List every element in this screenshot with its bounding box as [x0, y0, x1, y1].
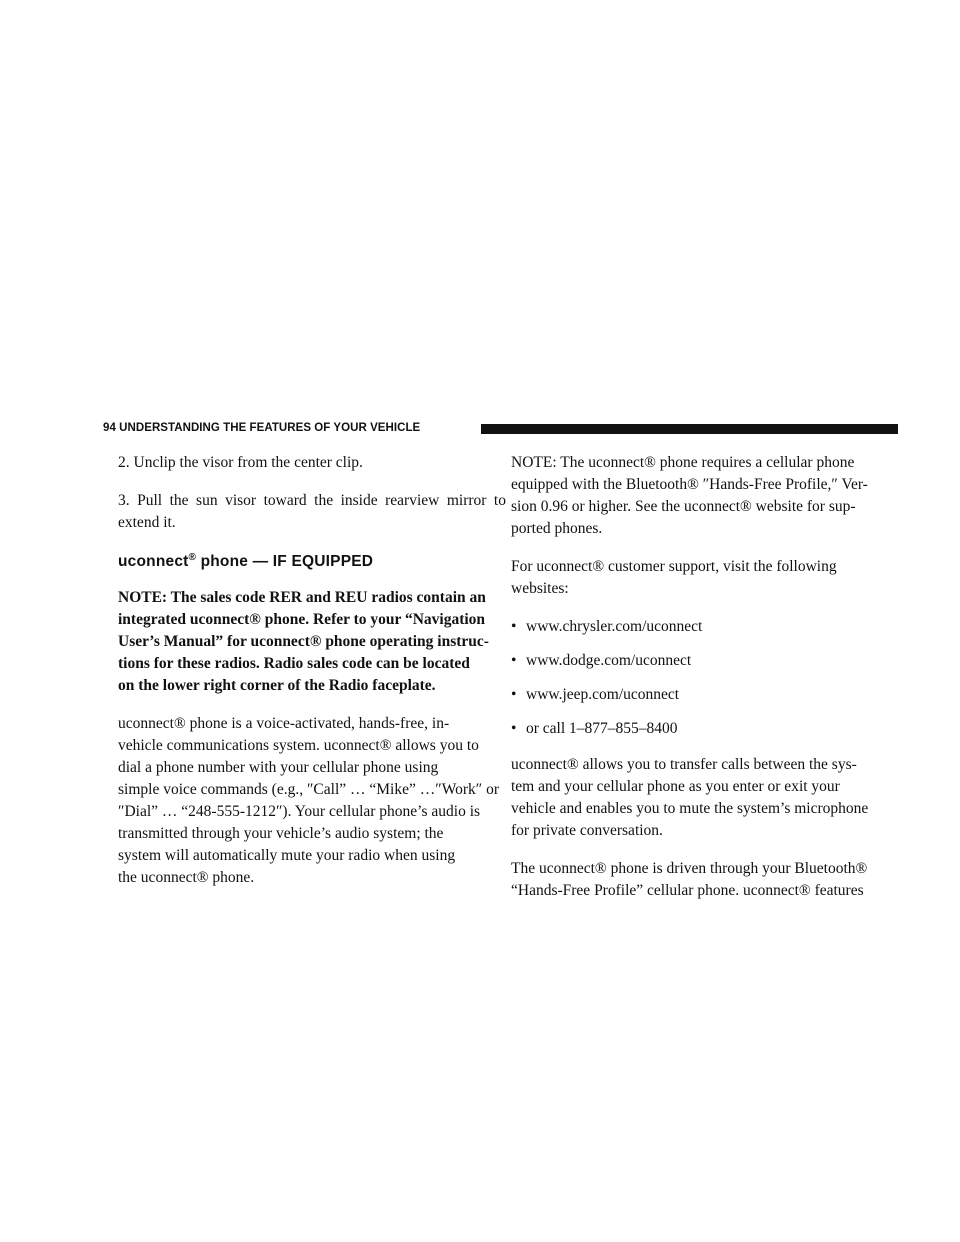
registered-mark: ® — [188, 551, 197, 563]
list-item-text: www.jeep.com/uconnect — [526, 686, 680, 703]
note-line: equipped with the Bluetooth® ″Hands-Free Profile,″ Ver- — [511, 476, 868, 493]
heading-rest: phone — IF EQUIPPED — [200, 553, 374, 570]
bullet-icon: • — [511, 618, 517, 635]
list-item — [511, 718, 899, 740]
intro-line: vehicle communications system. uconnect® allows you to — [118, 737, 479, 754]
page-header — [103, 421, 898, 439]
transfer-paragraph — [511, 754, 899, 842]
intro-line: transmitted through your vehicle’s audio system; the — [118, 825, 444, 842]
transfer-line: for private conversation. — [511, 822, 663, 839]
note-line: sion 0.96 or higher. See the uconnect® website for sup- — [511, 498, 856, 515]
header-text — [103, 422, 420, 434]
driven-line: The uconnect® phone is driven through your Bluetooth® — [511, 860, 868, 877]
intro-line: simple voice commands (e.g., ″Call” … “Mike” …″Work″ or — [118, 781, 499, 798]
transfer-line: vehicle and enables you to mute the system’s microphone — [511, 800, 869, 817]
list-item-text: www.dodge.com/uconnect — [526, 652, 692, 669]
section-heading — [118, 551, 506, 573]
bluetooth-note — [511, 452, 899, 540]
support-line: websites: — [511, 580, 569, 597]
note-paragraph — [118, 587, 506, 697]
step-2: 2. Unclip the visor from the center clip. — [118, 454, 363, 471]
support-list — [511, 616, 899, 740]
right-column — [511, 452, 899, 918]
intro-line: system will automatically mute your radio when using — [118, 847, 456, 864]
list-item[interactable] — [511, 650, 899, 672]
list-item[interactable] — [511, 684, 899, 706]
left-column — [118, 452, 506, 905]
note-line: tions for these radios. Radio sales code can be located — [118, 655, 470, 672]
list-item-text: www.chrysler.com/uconnect — [526, 618, 703, 635]
section-title: UNDERSTANDING THE FEATURES OF YOUR VEHICLE — [119, 422, 421, 434]
support-paragraph — [511, 556, 899, 600]
step-3: 3. Pull the sun visor toward the inside rearview mirror to extend it. — [118, 492, 506, 531]
bullet-icon: • — [511, 652, 517, 669]
note-line: User’s Manual” for uconnect® phone operating instruc- — [118, 633, 489, 650]
list-item[interactable] — [511, 616, 899, 638]
heading-brand: uconnect — [118, 553, 189, 570]
intro-line: ″Dial” … “248-555-1212″). Your cellular phone’s audio is — [118, 803, 481, 820]
driven-line: “Hands-Free Profile” cellular phone. uconnect® features — [511, 882, 864, 899]
intro-line: the uconnect® phone. — [118, 869, 255, 886]
page-number: 94 — [103, 422, 116, 434]
support-line: For uconnect® customer support, visit the following — [511, 558, 837, 575]
header-rule — [481, 424, 898, 434]
list-item-text: or call 1–877–855–8400 — [526, 720, 678, 737]
note-line: NOTE: The uconnect® phone requires a cellular phone — [511, 454, 855, 471]
intro-paragraph — [118, 713, 506, 889]
driven-paragraph — [511, 858, 899, 902]
intro-line: dial a phone number with your cellular phone using — [118, 759, 439, 776]
transfer-line: tem and your cellular phone as you enter or exit your — [511, 778, 840, 795]
transfer-line: uconnect® allows you to transfer calls between the sys- — [511, 756, 857, 773]
bullet-icon: • — [511, 720, 517, 737]
note-line: integrated uconnect® phone. Refer to your “Navigation — [118, 611, 486, 628]
intro-line: uconnect® phone is a voice-activated, hands-free, in- — [118, 715, 450, 732]
note-line: on the lower right corner of the Radio faceplate. — [118, 677, 436, 694]
bullet-icon: • — [511, 686, 517, 703]
note-line: ported phones. — [511, 520, 603, 537]
note-line: NOTE: The sales code RER and REU radios contain an — [118, 589, 486, 606]
